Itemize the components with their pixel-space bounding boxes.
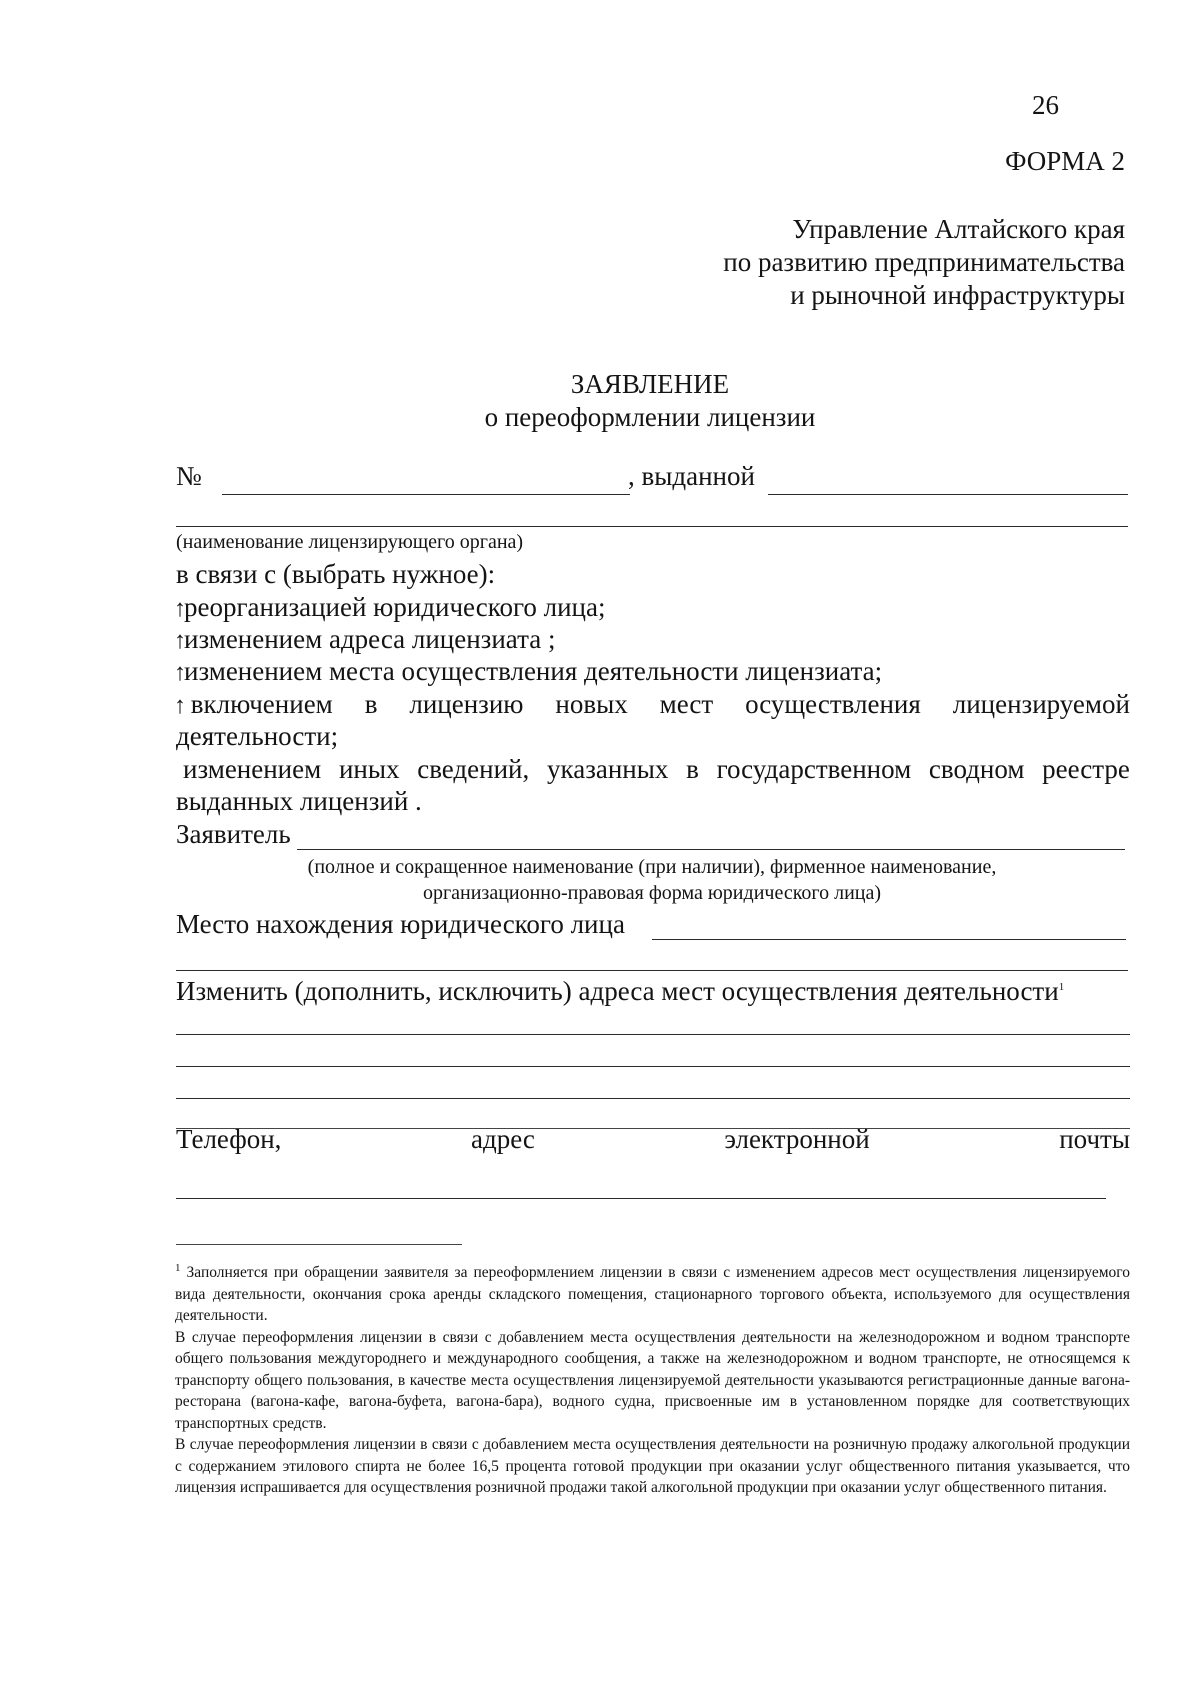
reason-word: сводном <box>928 754 1025 784</box>
checkbox-mark[interactable]: ↑ <box>174 628 186 654</box>
reason-word: осуществления <box>745 689 921 719</box>
contact-word: адрес <box>470 1124 535 1154</box>
reason-word: указанных <box>547 754 669 784</box>
applicant-label: Заявитель <box>176 819 291 849</box>
page-number: 26 <box>1032 90 1059 120</box>
reason-word: реестре <box>1042 754 1130 784</box>
reason-word: новых <box>555 689 628 719</box>
location-field[interactable] <box>652 939 1126 940</box>
contact-word: Телефон, <box>176 1124 282 1154</box>
reason-word: включением <box>190 689 333 719</box>
contact-word: почты <box>1059 1124 1130 1154</box>
reasons-intro: в связи с (выбрать нужное): <box>176 559 496 589</box>
reason-other-info-continuation: выданных лицензий . <box>176 786 422 816</box>
reason-word: сведений, <box>417 754 530 784</box>
footnote-reference[interactable]: 1 <box>1058 981 1065 993</box>
reason-word: в <box>686 754 699 784</box>
contact-field[interactable] <box>176 1198 1106 1199</box>
reason-option-address-change[interactable] <box>174 624 555 655</box>
checkbox-mark[interactable]: ↑ <box>174 660 186 686</box>
form-label: ФОРМА 2 <box>1005 146 1125 176</box>
addresses-label-text: Изменить (дополнить, исключить) адреса мест осуществления деятельности <box>176 976 1059 1006</box>
reason-option-reorganization[interactable] <box>174 592 605 623</box>
license-number-field[interactable] <box>222 494 630 495</box>
reason-word: в <box>364 689 378 719</box>
addressee-line-2: по развитию предпринимательства <box>723 247 1125 277</box>
location-label: Место нахождения юридического лица <box>176 909 625 939</box>
reason-option-other-info[interactable] <box>183 754 1130 785</box>
document-title: ЗАЯВЛЕНИЕ <box>570 369 730 399</box>
document-subtitle: о переоформлении лицензии <box>484 402 816 432</box>
contact-word: электронной <box>724 1124 870 1154</box>
applicant-caption-2: организационно-правовая форма юридического лица) <box>422 882 882 904</box>
footnote-separator <box>176 1244 462 1245</box>
reason-label: изменением адреса лицензиата ; <box>184 624 556 654</box>
reason-label: реорганизацией юридического лица; <box>184 592 606 622</box>
checkbox-mark[interactable]: ↑ <box>174 693 186 719</box>
addresses-label <box>176 976 1064 1007</box>
address-field-3[interactable] <box>176 1098 1130 1099</box>
reason-word: мест <box>659 689 714 719</box>
contact-label <box>176 1124 1130 1155</box>
reason-word: государственном <box>716 754 912 784</box>
footnote <box>175 1262 1130 1499</box>
address-field-2[interactable] <box>176 1066 1130 1067</box>
reason-word: иных <box>338 754 400 784</box>
applicant-field[interactable] <box>297 849 1125 850</box>
footnote-text: Заполняется при обращении заявителя за переоформлением лицензии в связи с изменением адресов мест осуществления лицензируемого вида деятельности, окончания срока аренды складского помещения, стационарного торгового объекта, используемого для осуществления деятельности. <box>175 1264 1130 1324</box>
addressee-line-1: Управление Алтайского края <box>792 214 1125 244</box>
authority-caption: (наименование лицензирующего органа) <box>176 531 524 553</box>
reason-option-new-places[interactable] <box>174 689 1130 720</box>
footnote-number: 1 <box>175 1261 181 1274</box>
addressee-line-3: и рыночной инфраструктуры <box>790 280 1125 310</box>
reason-word: лицензируемой <box>952 689 1130 719</box>
reason-option-activity-place-change[interactable] <box>174 656 882 687</box>
location-field-continuation[interactable] <box>176 970 1128 971</box>
reason-word: лицензию <box>409 689 524 719</box>
reason-new-places-continuation: деятельности; <box>176 721 339 751</box>
reason-label: изменением места осуществления деятельности лицензиата; <box>184 656 883 686</box>
issued-label: , выданной <box>628 461 755 491</box>
reason-word: изменением <box>183 754 322 784</box>
issuing-authority-field-continuation[interactable] <box>176 526 1128 527</box>
issuing-authority-field[interactable] <box>768 494 1128 495</box>
applicant-caption-1: (полное и сокращенное наименование (при наличии), фирменное наименование, <box>307 856 997 878</box>
address-field-1[interactable] <box>176 1034 1130 1035</box>
footnote-paragraph-2: В случае переоформления лицензии в связи с добавлением места осуществления деятельности на железнодорожном и водном транспорте общего пользования междугороднего и международного сообщения, а также на железнодорожном и водном транспорте, не относящемся к транспорту общего пользования, в качестве места осуществления лицензируемой деятельности указываются регистрационные данные вагона-ресторана (вагона-кафе, вагона-буфета, вагона-бара), водного судна, присвоенные им в установленном порядке для соответствующих транспортных средств. <box>175 1328 1130 1432</box>
checkbox-mark[interactable]: ↑ <box>174 596 186 622</box>
footnote-paragraph-3: В случае переоформления лицензии в связи с добавлением места осуществления деятельности на розничную продажу алкогольной продукции с содержанием этилового спирта не более 16,5 процента готовой продукции при оказании услуг общественного питания указывается, что лицензия испрашивается для осуществления розничной продажи такой алкогольной продукции при оказании услуг общественного питания. <box>175 1436 1130 1496</box>
footnote-paragraph-1 <box>175 1262 1130 1327</box>
number-sign: № <box>176 461 202 491</box>
